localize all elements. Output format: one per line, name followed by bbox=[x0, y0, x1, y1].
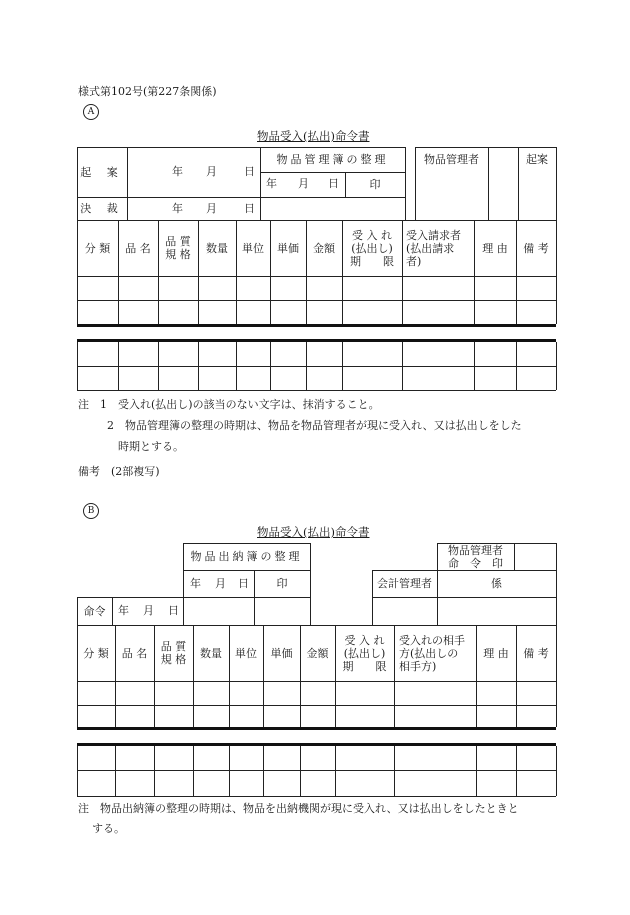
col-a-4: 単位 bbox=[242, 241, 264, 255]
col-b-6: 金額 bbox=[306, 646, 329, 660]
col-b-3: 数量 bbox=[200, 646, 222, 660]
ledger-day-a: 日 bbox=[328, 177, 339, 190]
col-b-5: 単価 bbox=[270, 646, 293, 660]
col-b-4: 単位 bbox=[235, 646, 257, 660]
kessai-year: 年 bbox=[172, 202, 183, 215]
command-year: 年 bbox=[118, 604, 129, 617]
col-a-8: 受入請求者 (払出請求 者) bbox=[406, 228, 461, 268]
form-b-mark: B bbox=[83, 503, 99, 519]
remark-a: 備考 (2部複写) bbox=[78, 465, 160, 478]
col-a-6: 金額 bbox=[313, 241, 335, 255]
kessai-month: 月 bbox=[206, 202, 217, 215]
ledger-month-b: 月 bbox=[215, 577, 226, 590]
kian-right-a: 起案 bbox=[526, 153, 548, 166]
seal-a: 印 bbox=[369, 178, 381, 191]
col-a-3: 数量 bbox=[206, 241, 228, 255]
col-b-7: 受 入 れ (払出し) 期 限 bbox=[342, 633, 387, 673]
kakari-label: 係 bbox=[491, 577, 502, 590]
kian-month: 月 bbox=[206, 165, 217, 178]
col-a-2: 品 質 規 格 bbox=[165, 235, 191, 261]
command-day: 日 bbox=[168, 604, 179, 617]
kessai-label: 決 裁 bbox=[80, 202, 124, 215]
ledger-year-a: 年 bbox=[266, 177, 277, 190]
col-a-1: 品 名 bbox=[125, 241, 151, 255]
col-a-10: 備 考 bbox=[523, 241, 549, 255]
note-a-1: 注 1 受入れ(払出し)の該当のない文字は、抹消すること。 bbox=[78, 398, 380, 411]
col-b-9: 理 由 bbox=[483, 646, 509, 660]
ledger-title-a: 物品管理簿の整理 bbox=[276, 153, 389, 166]
command-label: 命令 bbox=[83, 604, 106, 618]
accountant-label: 会計管理者 bbox=[377, 577, 432, 590]
col-a-9: 理 由 bbox=[482, 241, 508, 255]
col-b-0: 分 類 bbox=[83, 646, 109, 660]
col-b-10: 備 考 bbox=[523, 646, 549, 660]
note-b-1: 注 物品出納簿の整理の時期は、物品を出納機関が現に受入れ、又は払出しをしたときと bbox=[78, 802, 519, 815]
col-b-1: 品 名 bbox=[121, 646, 148, 660]
kessai-day: 日 bbox=[244, 202, 255, 215]
form-number: 様式第102号(第227条関係) bbox=[78, 85, 217, 98]
kian-year: 年 bbox=[172, 165, 183, 178]
form-a-title: 物品受入(払出)命令書 bbox=[257, 129, 370, 143]
col-a-5: 単価 bbox=[277, 241, 299, 255]
seal-b: 印 bbox=[276, 577, 288, 590]
form-a-mark: A bbox=[83, 104, 99, 120]
command-month: 月 bbox=[143, 604, 154, 617]
col-a-0: 分 類 bbox=[84, 241, 111, 255]
manager-a: 物品管理者 bbox=[424, 153, 479, 166]
note-b-2: する。 bbox=[92, 822, 125, 835]
form-b-title: 物品受入(払出)命令書 bbox=[257, 525, 370, 539]
note-a-2: 2 物品管理簿の整理の時期は、物品を物品管理者が現に受入れ、又は払出しをした bbox=[107, 419, 522, 432]
col-b-2: 品 質 規 格 bbox=[160, 640, 187, 666]
ledger-year-b: 年 bbox=[190, 577, 201, 590]
order-seal: 物品管理者 命 令 印 bbox=[448, 543, 503, 570]
kian-label: 起 案 bbox=[80, 165, 124, 179]
note-a-3: 時期とする。 bbox=[118, 440, 184, 453]
col-a-7: 受 入 れ (払出し) 期 限 bbox=[350, 228, 394, 268]
col-b-8: 受入れの相手 方(払出しの 相手方) bbox=[399, 633, 465, 673]
kian-day: 日 bbox=[244, 165, 255, 178]
ledger-month-a: 月 bbox=[298, 177, 309, 190]
ledger-day-b: 日 bbox=[238, 577, 249, 590]
ledger-title-b: 物品出納簿の整理 bbox=[190, 550, 303, 563]
